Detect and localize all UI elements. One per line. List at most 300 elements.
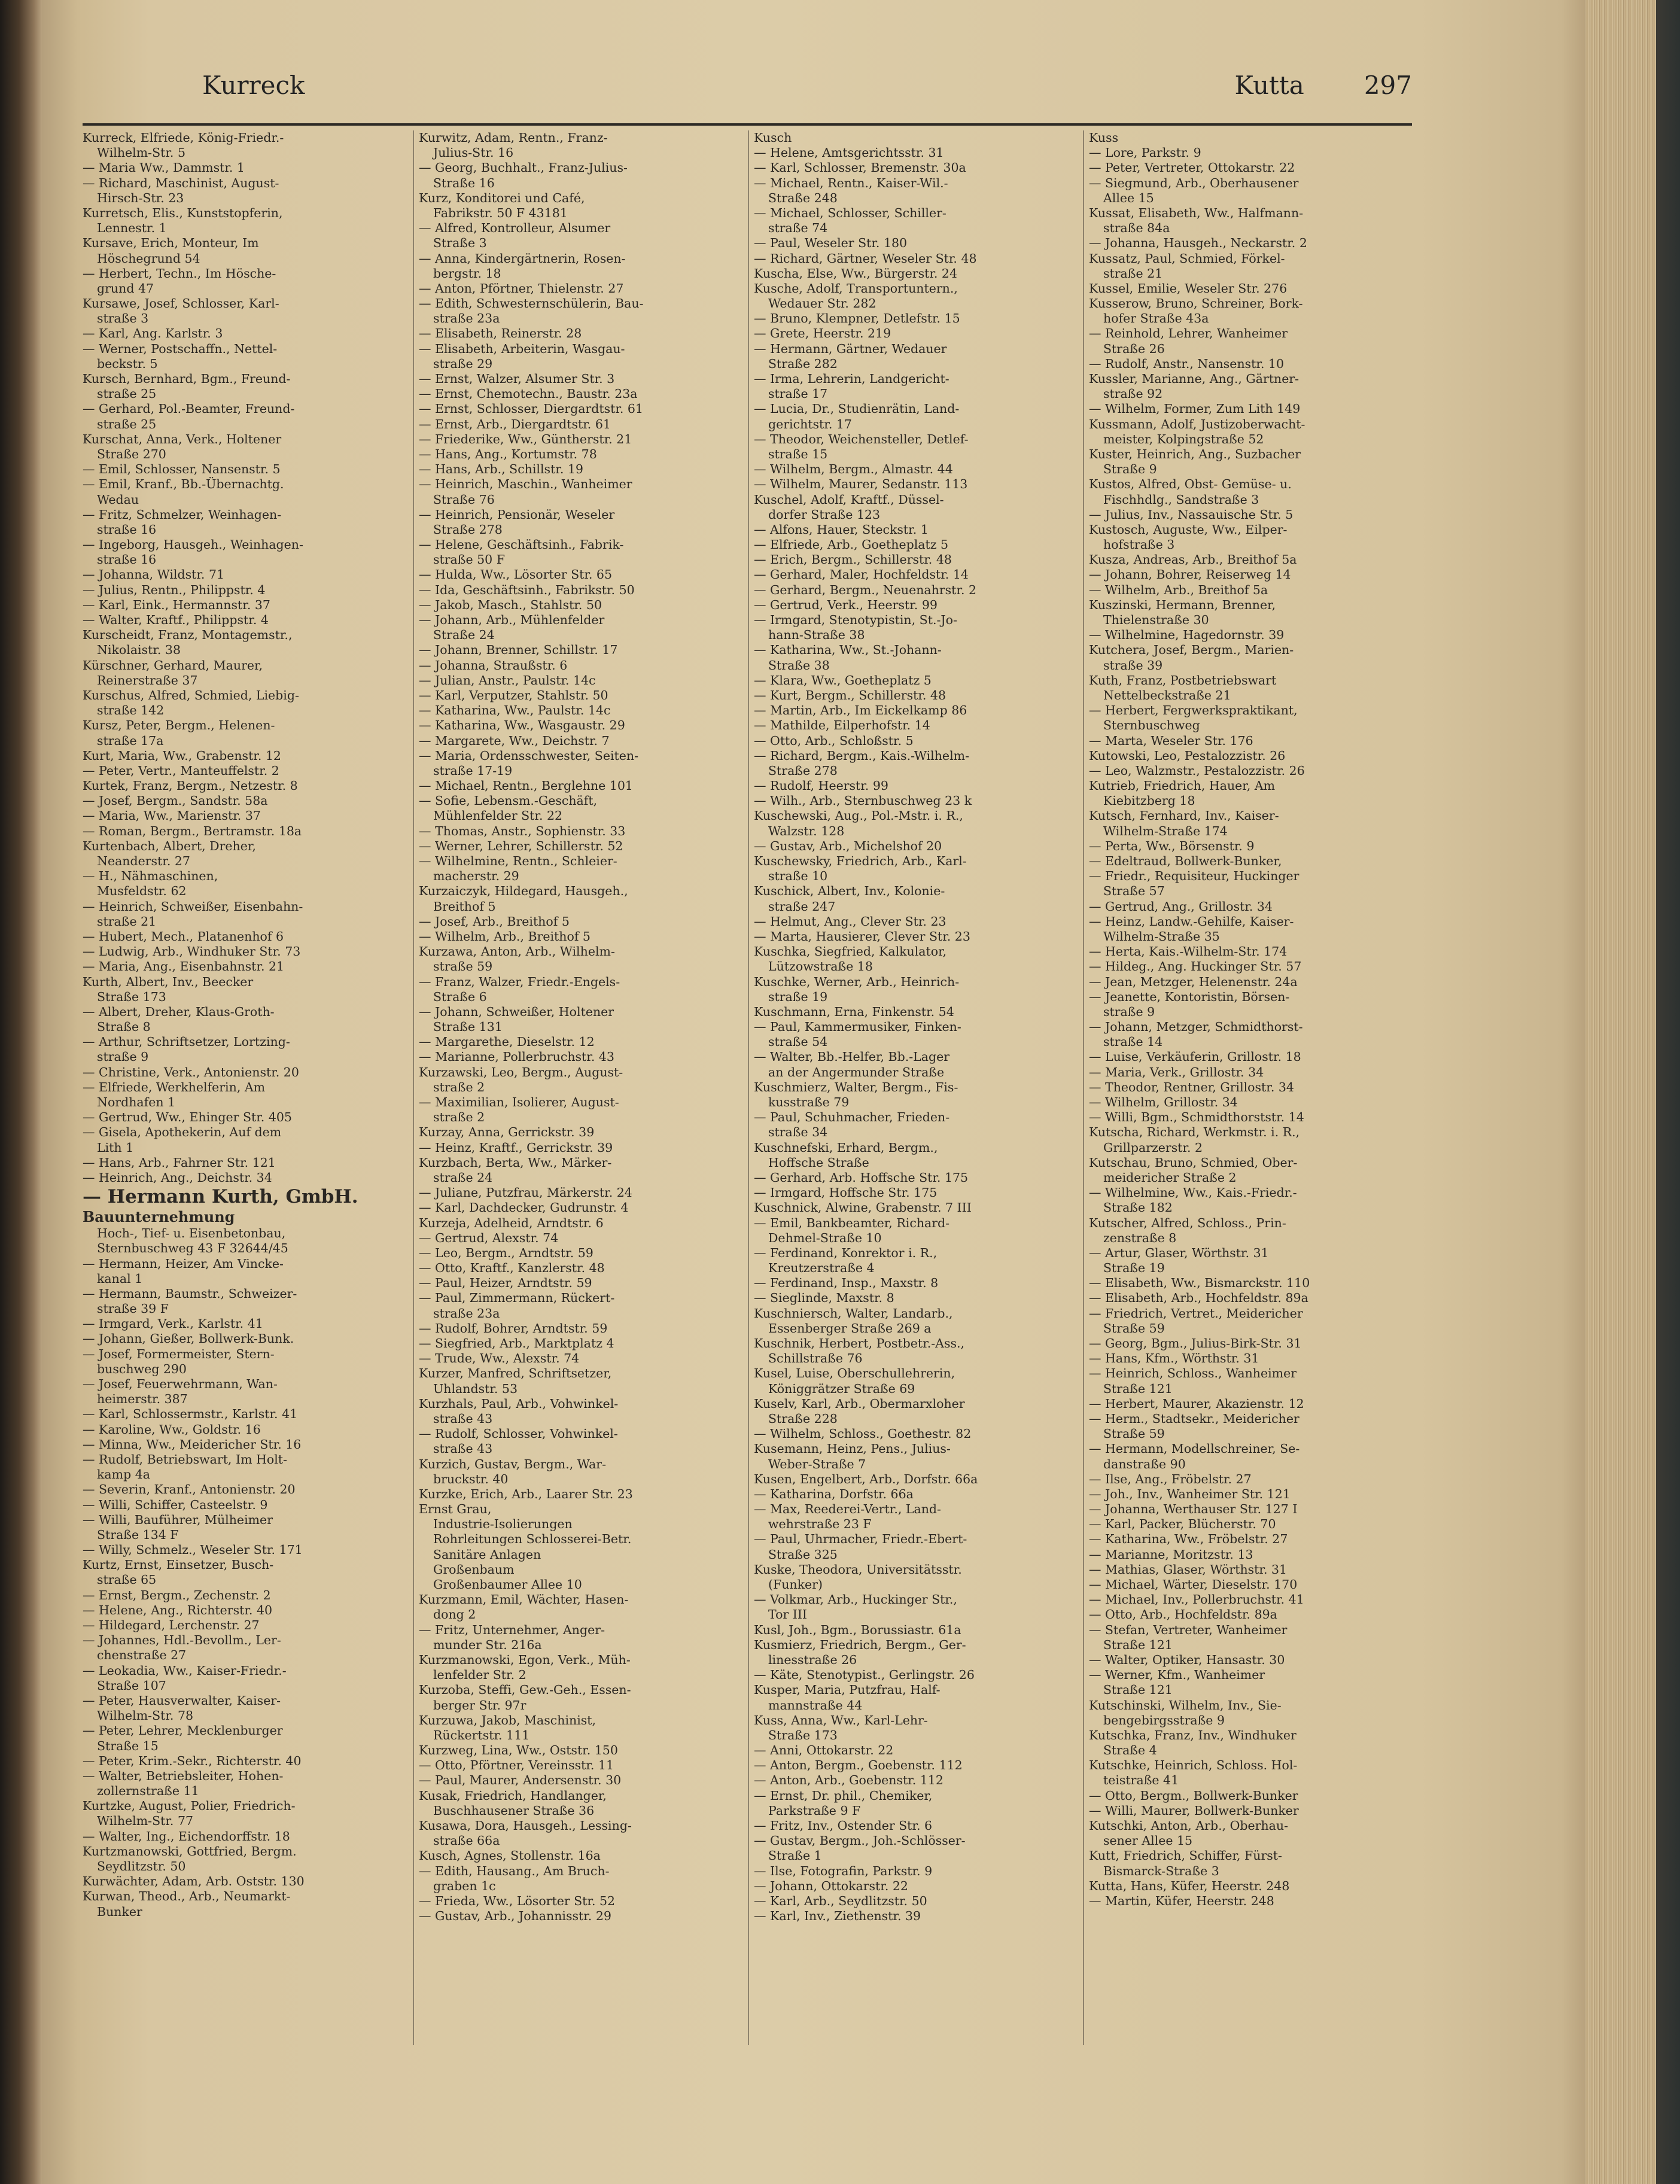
directory-entry-line: — Herm., Stadtsekr., Meidericher [1089,1411,1299,1426]
directory-entry-line: — Jeanette, Kontoristin, Börsen- [1089,989,1290,1004]
directory-entry-line: — Michael, Rentn., Kaiser-Wil.- [754,175,948,190]
directory-entry-line: — Julius, Rentn., Philippstr. 4 [83,582,266,597]
directory-entry-line: Kursave, Erich, Monteur, Im [83,236,259,251]
directory-entry-line: Kurzaiczyk, Hildegard, Hausgeh., [419,884,628,899]
book-spine [0,0,42,2184]
page-header [162,71,1412,108]
directory-entry-line: — Wilhelm, Maurer, Sedanstr. 113 [754,477,968,492]
directory-entry-line: Industrie-Isolierungen [433,1517,573,1532]
directory-entry-line: — Maria, Ww., Marienstr. 37 [83,808,261,823]
header-first-entry: Kurreck [202,71,305,100]
directory-entry-line: — Rudolf, Anstr., Nansenstr. 10 [1089,356,1285,371]
directory-entry-line: Großenbaumer Allee 10 [433,1577,582,1592]
directory-entry-line: straße 9 [97,1050,149,1064]
directory-entry-line: Straße 134 F [97,1527,179,1542]
directory-entry-line: — Johann, Metzger, Schmidthorst- [1089,1020,1303,1035]
directory-entry-line: — Walter, Bb.-Helfer, Bb.-Lager [754,1050,950,1064]
directory-entry-line: straße 2 [433,1079,485,1094]
directory-entry-line: Kusch, Agnes, Stollenstr. 16a [419,1848,601,1863]
directory-entry-line: Fischhdlg., Sandstraße 3 [1103,492,1259,507]
directory-entry-line: Nettelbeckstraße 21 [1103,688,1231,702]
directory-entry-line: — Johann, Ottokarstr. 22 [754,1878,908,1893]
directory-entry-line: Kutt, Friedrich, Schiffer, Fürst- [1089,1848,1282,1863]
directory-entry-line: Sternbuschweg 43 F 32644/45 [97,1241,288,1256]
directory-entry-line: — Edith, Hausang., Am Bruch- [419,1863,610,1878]
directory-entry-line: straße 74 [768,221,828,236]
directory-entry-line: Kurzke, Erich, Arb., Laarer Str. 23 [419,1486,633,1501]
directory-entry-line: Straße 24 [433,628,495,643]
directory-entry-line: — Elisabeth, Arb., Hochfeldstr. 89a [1089,1291,1308,1306]
directory-entry-line: Weber-Straße 7 [768,1456,866,1471]
directory-entry-line: Straße 282 [768,356,838,371]
directory-entry-line: Julius-Str. 16 [433,145,514,160]
directory-entry-line: — Hubert, Mech., Platanenhof 6 [83,929,284,944]
directory-entry-line: Kuschewski, Aug., Pol.-Mstr. i. R., [754,808,963,823]
directory-entry-line: — Gerhard, Bergm., Neuenahrstr. 2 [754,582,977,597]
directory-entry-line: Kurwächter, Adam, Arb. Oststr. 130 [83,1874,305,1889]
directory-entry-line: — Hans, Kfm., Wörthstr. 31 [1089,1351,1259,1366]
directory-entry-line: — Karl, Dachdecker, Gudrunstr. 4 [419,1200,629,1215]
directory-entry-line: — Thomas, Anstr., Sophienstr. 33 [419,823,626,838]
directory-entry-line: — Theodor, Weichensteller, Detlef- [754,431,969,446]
directory-entry-line: — Ilse, Ang., Fröbelstr. 27 [1089,1471,1252,1486]
directory-entry-line: — Rudolf, Heerstr. 99 [754,778,888,793]
directory-entry-line: — Christine, Verk., Antonienstr. 20 [83,1064,299,1079]
directory-entry-line: wehrstraße 23 F [768,1517,872,1532]
directory-entry-line: — Anton, Bergm., Goebenstr. 112 [754,1758,963,1773]
directory-entry-line: Kurzay, Anna, Gerrickstr. 39 [419,1125,595,1140]
directory-entry-line: straße 3 [97,311,149,326]
directory-entry-line: straße 50 F [433,552,505,567]
directory-entry-line: Straße 131 [433,1020,503,1035]
directory-entry-line: Kutschinski, Wilhelm, Inv., Sie- [1089,1698,1282,1712]
directory-entry-line: — Hermann, Heizer, Am Vincke- [83,1256,284,1271]
directory-entry-line: — Wilhelmine, Rentn., Schleier- [419,854,617,868]
column-3 [754,130,1080,1924]
directory-entry-line: straße 2 [433,1110,485,1125]
directory-entry-line: — Gustav, Arb., Johannisstr. 29 [419,1909,611,1924]
directory-entry-line: — Rudolf, Betriebswart, Im Holt- [83,1452,287,1467]
directory-entry-line: — Johanna, Straußstr. 6 [419,658,568,673]
directory-entry-line: Schillstraße 76 [768,1351,863,1366]
directory-entry-line: Straße 8 [97,1020,151,1035]
directory-entry-line: — Elisabeth, Reinerstr. 28 [419,326,582,341]
directory-entry-line: Kurzich, Gustav, Bergm., War- [419,1456,607,1471]
directory-entry-line: straße 15 [768,446,828,461]
directory-entry-line: — Otto, Bergm., Bollwerk-Bunker [1089,1788,1298,1803]
directory-entry-line: Kuschnik, Herbert, Postbetr.-Ass., [754,1336,965,1350]
directory-entry-line: — Paul, Schuhmacher, Frieden- [754,1110,950,1125]
directory-entry-line: — Willi, Schiffer, Casteelstr. 9 [83,1497,268,1512]
directory-entry-line: straße 43 [433,1441,493,1456]
directory-entry-line: Kusche, Adolf, Transportuntern., [754,281,958,296]
directory-entry-line: — Friederike, Ww., Güntherstr. 21 [419,431,632,446]
directory-entry-line: Bunker [97,1904,142,1919]
directory-entry-line: — Hildegard, Lerchenstr. 27 [83,1618,260,1632]
directory-entry-line: Straße 270 [97,446,166,461]
directory-entry-line: — Wilhelm, Former, Zum Lith 149 [1089,401,1301,416]
directory-entry-line: — Hulda, Ww., Lösorter Str. 65 [419,567,613,582]
directory-entry-line: — Anna, Kindergärtnerin, Rosen- [419,251,626,266]
directory-entry-line: straße 54 [768,1035,828,1050]
directory-entry-line: lenfelder Str. 2 [433,1668,526,1683]
directory-entry-line: Straße 248 [768,190,838,205]
directory-entry-line: — Leokadia, Ww., Kaiser-Friedr.- [83,1663,287,1678]
directory-entry-line: straße 247 [768,899,836,914]
directory-entry-line: — Werner, Postschaffn., Nettel- [83,341,278,356]
directory-entry-line: Musfeldstr. 62 [97,884,187,899]
directory-entry-line: — Friedr., Requisiteur, Huckinger [1089,869,1299,884]
directory-entry-line: Kurtzmanowski, Gottfried, Bergm. [83,1844,297,1858]
directory-entry-line: straße 43 [433,1411,493,1426]
directory-entry-line: Rohrleitungen Schlosserei-Betr. [433,1532,632,1547]
directory-entry-line: straße 65 [97,1572,157,1587]
directory-entry-line: Kurwitz, Adam, Rentn., Franz- [419,130,608,145]
directory-entry-line: — Wilh., Arb., Sternbuschweg 23 k [754,793,972,808]
directory-entry-line: Kuszinski, Hermann, Brenner, [1089,597,1276,612]
directory-entry-line: — Hermann Kurth, GmbH. [83,1186,358,1208]
directory-entry-line: Tor III [768,1607,808,1622]
directory-entry-line: hann-Straße 38 [768,628,865,643]
directory-entry-line: — Otto, Arb., Schloßstr. 5 [754,733,914,748]
header-last-entry: Kutta [1234,71,1304,100]
directory-entry-line: Allee 15 [1103,190,1154,205]
directory-entry-line: Walzstr. 128 [768,823,845,838]
directory-entry-line: Kurzawa, Anton, Arb., Wilhelm- [419,944,615,959]
directory-entry-line: Straße 9 [1103,462,1157,477]
directory-entry-line: Fabrikstr. 50 F 43181 [433,205,568,220]
directory-entry-line: Kusemann, Heinz, Pens., Julius- [754,1441,951,1456]
directory-entry-line: Straße 121 [1103,1683,1173,1698]
directory-entry-line: Straße 1 [768,1848,822,1863]
directory-entry-line: Kuschka, Siegfried, Kalkulator, [754,944,947,959]
directory-entry-line: Wilhelm-Str. 5 [97,145,185,160]
directory-entry-line: — Josef, Arb., Breithof 5 [419,914,570,929]
directory-entry-line: Kusen, Engelbert, Arb., Dorfstr. 66a [754,1471,978,1486]
directory-entry-line: — Siegfried, Arb., Marktplatz 4 [419,1336,614,1350]
directory-entry-line: Straße 278 [433,522,503,537]
directory-entry-line: Lith 1 [97,1140,134,1155]
directory-entry-line: — Herbert, Fergwerkspraktikant, [1089,703,1298,718]
directory-entry-line: — Maria, Ang., Eisenbahnstr. 21 [83,959,285,974]
directory-entry-line: — Käte, Stenotypist., Gerlingstr. 26 [754,1668,975,1683]
directory-entry-line: — Karl, Arb., Seydlitzstr. 50 [754,1893,927,1908]
directory-entry-line: — Albert, Dreher, Klaus-Groth- [83,1004,275,1019]
directory-entry-line: straße 16 [97,552,157,567]
directory-entry-line: — Klara, Ww., Goetheplatz 5 [754,673,932,688]
directory-entry-line: — Wilhelm, Arb., Breithof 5a [1089,582,1268,597]
directory-entry-line: — Herbert, Maurer, Akazienstr. 12 [1089,1396,1304,1411]
directory-entry-line: Kuth, Franz, Postbetriebswart [1089,673,1277,688]
directory-entry-line: — Gerhard, Maler, Hochfeldstr. 14 [754,567,969,582]
directory-entry-line: — Paul, Weseler Str. 180 [754,236,908,251]
directory-entry-line: Kusza, Andreas, Arb., Breithof 5a [1089,552,1297,567]
directory-entry-line: Straße 107 [97,1678,166,1693]
directory-entry-line: — Herbert, Techn., Im Hösche- [83,266,276,281]
directory-entry-line: — Jean, Metzger, Helenenstr. 24a [1089,974,1298,989]
directory-entry-line: — Elfriede, Werkhelferin, Am [83,1079,266,1094]
column-2 [419,130,745,1924]
directory-entry-line: — Otto, Pförtner, Vereinsstr. 11 [419,1758,614,1773]
directory-entry-line: — Ludwig, Arb., Windhuker Str. 73 [83,944,301,959]
directory-entry-line: Ernst Grau, [419,1502,492,1517]
directory-entry-line: — Josef, Feuerwehrmann, Wan- [83,1377,278,1391]
directory-entry-line: — Richard, Maschinist, August- [83,175,279,190]
directory-entry-line: — Margarethe, Dieselstr. 12 [419,1035,595,1050]
directory-entry-line: — Wilhelmine, Hagedornstr. 39 [1089,628,1285,643]
directory-entry-line: Kurschus, Alfred, Schmied, Liebig- [83,688,299,702]
directory-entry-line: Kusak, Friedrich, Handlanger, [419,1788,607,1803]
directory-entry-line: Kuss [1089,130,1119,145]
directory-entry-line: Uhlandstr. 53 [433,1381,518,1396]
directory-entry-line: — Gertrud, Verk., Heerstr. 99 [754,597,938,612]
directory-entry-line: — Richard, Gärtner, Weseler Str. 48 [754,251,977,266]
directory-entry-line: Kussmann, Adolf, Justizoberwacht- [1089,416,1305,431]
directory-entry-line: — Willi, Bgm., Schmidthorststr. 14 [1089,1110,1304,1125]
directory-entry-line: — Josef, Formermeister, Stern- [83,1346,275,1361]
directory-entry-line: — Paul, Kammermusiker, Finken- [754,1020,961,1035]
column-4 [1089,130,1415,1909]
directory-entry-line: Bauunternehmung [83,1208,235,1226]
directory-entry-line: — Johanna, Wildstr. 71 [83,567,225,582]
directory-entry-line: — Heinrich, Ang., Deichstr. 34 [83,1170,272,1185]
directory-entry-line: — Georg, Buchhalt., Franz-Julius- [419,160,628,175]
directory-entry-line: Kutscha, Richard, Werkmstr. i. R., [1089,1125,1300,1140]
directory-entry-line: — Ferdinand, Konrektor i. R., [754,1245,938,1260]
directory-entry-line: — Heinrich, Pensionär, Weseler [419,507,615,522]
directory-entry-line: — Wilhelm, Schloss., Goethestr. 82 [754,1426,972,1441]
directory-entry-line: — Marianne, Moritzstr. 13 [1089,1547,1253,1562]
directory-entry-line: Straße 6 [433,989,487,1004]
directory-entry-line: Kuschke, Werner, Arb., Heinrich- [754,974,960,989]
directory-entry-line: — Peter, Lehrer, Mecklenburger [83,1723,283,1738]
directory-entry-line: Wilhelm-Str. 78 [97,1708,194,1723]
directory-entry-line: Kuschnick, Alwine, Grabenstr. 7 III [754,1200,972,1215]
directory-entry-line: — Lucia, Dr., Studienrätin, Land- [754,401,960,416]
directory-entry-line: Kurzeja, Adelheid, Arndtstr. 6 [419,1215,604,1230]
directory-entry-line: straße 92 [1103,387,1163,401]
directory-entry-line: — Mathilde, Eilperhofstr. 14 [754,718,930,733]
directory-entry-line: Kutrieb, Friedrich, Hauer, Am [1089,778,1276,793]
directory-entry-line: Kussatz, Paul, Schmied, Förkel- [1089,251,1285,266]
directory-entry-line: Kuschniersch, Walter, Landarb., [754,1306,953,1321]
directory-entry-line: Straße 4 [1103,1743,1157,1758]
directory-entry-line: Mühlenfelder Str. 22 [433,808,563,823]
directory-entry-line: Straße 59 [1103,1321,1165,1336]
directory-entry-line: — Hermann, Gärtner, Wedauer [754,341,947,356]
directory-entry-line: — Paul, Maurer, Andersenstr. 30 [419,1773,622,1788]
directory-entry-line: Nikolaistr. 38 [97,643,181,658]
directory-entry-line: straße 23a [433,311,500,326]
directory-entry-line: — Michael, Rentn., Berglehne 101 [419,778,633,793]
directory-entry-line: Kurtz, Ernst, Einsetzer, Busch- [83,1558,274,1572]
directory-entry-line: straße 17-19 [433,763,513,778]
directory-entry-line: — Martin, Arb., Im Eickelkamp 86 [754,703,967,718]
directory-entry-line: bengebirgsstraße 9 [1103,1712,1225,1727]
directory-entry-line: (Funker) [768,1577,823,1592]
directory-entry-line: — Ernst, Dr. phil., Chemiker, [754,1788,933,1803]
directory-entry-line: Kusl, Joh., Bgm., Borussiastr. 61a [754,1622,961,1637]
directory-entry-line: — Katharina, Ww., Wasgaustr. 29 [419,718,625,733]
directory-entry-line: — Bruno, Klempner, Detlefstr. 15 [754,311,960,326]
directory-entry-line: — Irma, Lehrerin, Landgericht- [754,372,949,386]
directory-entry-line: Kutta, Hans, Küfer, Heerstr. 248 [1089,1878,1290,1893]
directory-entry-line: — Heinz, Landw.-Gehilfe, Kaiser- [1089,914,1294,929]
directory-entry-line: — Josef, Bergm., Sandstr. 58a [83,793,268,808]
directory-entry-line: — Helene, Amtsgerichtsstr. 31 [754,145,944,160]
directory-entry-line: — Severin, Kranf., Antonienstr. 20 [83,1482,296,1497]
directory-entry-line: dorfer Straße 123 [768,507,881,522]
directory-entry-line: — Peter, Hausverwalter, Kaiser- [83,1693,281,1708]
directory-entry-line: linesstraße 26 [768,1652,857,1667]
directory-entry-line: Kuschmierz, Walter, Bergm., Fis- [754,1079,958,1094]
directory-entry-line: — Hans, Ang., Kortumstr. 78 [419,446,597,461]
directory-entry-line: — Perta, Ww., Börsenstr. 9 [1089,838,1255,853]
directory-entry-line: — Ingeborg, Hausgeh., Weinhagen- [83,537,303,552]
directory-entry-line: — Elisabeth, Arbeiterin, Wasgau- [419,341,625,356]
directory-columns [83,130,1412,2045]
directory-entry-line: Kurth, Albert, Inv., Beecker [83,974,254,989]
directory-entry-line: — Paul, Zimmermann, Rückert- [419,1291,615,1306]
directory-entry-line: Kutschke, Heinrich, Schloss. Hol- [1089,1758,1298,1773]
directory-entry-line: — Johann, Arb., Mühlenfelder [419,613,605,627]
directory-entry-line: — Ernst, Chemotechn., Baustr. 23a [419,387,638,401]
directory-entry-line: straße 39 F [97,1301,169,1316]
directory-entry-line: — Sieglinde, Maxstr. 8 [754,1291,894,1306]
directory-entry-line: — Wilhelm, Arb., Breithof 5 [419,929,591,944]
directory-entry-line: — Gertrud, Alexstr. 74 [419,1230,559,1245]
directory-entry-line: — Walter, Betriebsleiter, Hohen- [83,1768,284,1783]
directory-entry-line: Straße 228 [768,1411,838,1426]
directory-entry-line: Wilhelm-Straße 35 [1103,929,1220,944]
directory-entry-line: — Franz, Walzer, Friedr.-Engels- [419,974,620,989]
directory-entry-line: Straße 19 [1103,1261,1165,1276]
directory-entry-line: Grillparzerstr. 2 [1103,1140,1203,1155]
directory-entry-line: Kussel, Emilie, Weseler Str. 276 [1089,281,1288,296]
directory-entry-line: — Karl, Inv., Ziethenstr. 39 [754,1909,921,1924]
directory-entry-line: — Marta, Hausierer, Clever Str. 23 [754,929,970,944]
directory-entry-line: — Karl, Schlosser, Bremenstr. 30a [754,160,966,175]
directory-entry-line: zollernstraße 11 [97,1784,199,1799]
directory-entry-line: Kuscha, Else, Ww., Bürgerstr. 24 [754,266,958,281]
directory-entry-line: — Ida, Geschäftsinh., Fabrikstr. 50 [419,582,635,597]
directory-entry-line: Straße 121 [1103,1381,1173,1396]
directory-entry-line: — Emil, Kranf., Bb.-Übernachtg. [83,477,284,492]
directory-entry-line: straße 39 [1103,658,1163,673]
directory-entry-line: — Maria, Ordensschwester, Seiten- [419,748,639,763]
directory-entry-line: — Heinz, Kraftf., Gerrickstr. 39 [419,1140,613,1155]
directory-entry-line: — Gustav, Arb., Michelshof 20 [754,838,942,853]
directory-entry-line: — Michael, Schlosser, Schiller- [754,205,946,220]
directory-entry-line: teistraße 41 [1103,1773,1179,1788]
directory-entry-line: — Gertrud, Ang., Grillostr. 34 [1089,899,1273,914]
directory-entry-line: straße 9 [1103,1004,1155,1019]
directory-entry-line: Kuske, Theodora, Universitätsstr. [754,1562,962,1577]
directory-entry-line: Kustosch, Auguste, Ww., Eilper- [1089,522,1288,537]
directory-entry-line: kamp 4a [97,1467,150,1482]
directory-entry-line: Straße 26 [1103,341,1165,356]
directory-entry-line: Straße 182 [1103,1200,1173,1215]
directory-entry-line: — Katharina, Ww., Paulstr. 14c [419,703,611,718]
directory-entry-line: — Elisabeth, Ww., Bismarckstr. 110 [1089,1276,1310,1291]
directory-entry-line: beckstr. 5 [97,356,158,371]
directory-entry-line: Kuster, Heinrich, Ang., Suzbacher [1089,446,1301,461]
directory-entry-line: straße 21 [1103,266,1163,281]
directory-entry-line: Großenbaum [433,1562,515,1577]
directory-entry-line: Kutschki, Anton, Arb., Oberhau- [1089,1818,1289,1833]
directory-entry-line: Straße 121 [1103,1637,1173,1652]
directory-entry-line: Kurretsch, Elis., Kunststopferin, [83,205,283,220]
directory-entry-line: Kurtek, Franz, Bergm., Netzestr. 8 [83,778,298,793]
directory-entry-line: Straße 173 [768,1727,838,1742]
header-rule [83,123,1412,126]
directory-entry-line: — Alfred, Kontrolleur, Alsumer [419,221,611,236]
directory-entry-line: Kursch, Bernhard, Bgm., Freund- [83,372,291,386]
directory-entry-line: — Julian, Anstr., Paulstr. 14c [419,673,596,688]
directory-entry-line: chenstraße 27 [97,1648,187,1663]
directory-entry-line: — Edeltraud, Bollwerk-Bunker, [1089,854,1282,868]
directory-entry-line: bruckstr. 40 [433,1471,509,1486]
header-last-entry-and-page [1235,71,1412,100]
directory-entry-line: — Siegmund, Arb., Oberhausener [1089,175,1299,190]
directory-entry-line: Kusawa, Dora, Hausgeh., Lessing- [419,1818,632,1833]
directory-entry-line: — Lore, Parkstr. 9 [1089,145,1201,160]
directory-entry-line: — Emil, Schlosser, Nansenstr. 5 [83,462,281,477]
directory-entry-line: Kurwan, Theod., Arb., Neumarkt- [83,1889,291,1904]
directory-entry-line: Kutchera, Josef, Bergm., Marien- [1089,643,1294,658]
directory-entry-line: grund 47 [97,281,154,296]
directory-entry-line: straße 14 [1103,1035,1163,1050]
directory-entry-line: — Jakob, Masch., Stahlstr. 50 [419,597,602,612]
directory-entry-line: — Helene, Ang., Richterstr. 40 [83,1602,273,1617]
directory-entry-line: Wedauer Str. 282 [768,296,876,311]
directory-entry-line: — Johann, Bohrer, Reiserweg 14 [1089,567,1291,582]
directory-entry-line: dong 2 [433,1607,476,1622]
directory-entry-line: — Rudolf, Schlosser, Vohwinkel- [419,1426,618,1441]
directory-entry-line: — Herta, Kais.-Wilhelm-Str. 174 [1089,944,1288,959]
directory-entry-line: Kusserow, Bruno, Schreiner, Bork- [1089,296,1303,311]
directory-entry-line: — Willy, Schmelz., Weseler Str. 171 [83,1543,303,1558]
directory-entry-line: Straße 325 [768,1547,838,1562]
directory-entry-line: Kurzoba, Steffi, Gew.-Geh., Essen- [419,1683,631,1698]
directory-entry-line: — Irmgard, Verk., Karlstr. 41 [83,1316,263,1331]
directory-entry-line: hofstraße 3 [1103,537,1175,552]
directory-entry-line: — Gerhard, Arb. Hoffsche Str. 175 [754,1170,969,1185]
directory-entry-line: — Michael, Wärter, Dieselstr. 170 [1089,1577,1298,1592]
directory-entry-line: Königgrätzer Straße 69 [768,1381,915,1396]
directory-entry-line: — Ernst, Arb., Diergardtstr. 61 [419,416,611,431]
directory-entry-line: Kustos, Alfred, Obst- Gemüse- u. [1089,477,1292,492]
directory-entry-line: — Julius, Inv., Nassauische Str. 5 [1089,507,1294,522]
directory-entry-line: — Edith, Schwesternschülerin, Bau- [419,296,644,311]
directory-entry-line: Straße 3 [433,236,487,251]
directory-entry-line: — Otto, Arb., Hochfeldstr. 89a [1089,1607,1277,1622]
directory-entry-line: Kusper, Maria, Putzfrau, Half- [754,1683,941,1698]
directory-entry-line: Wedau [97,492,139,507]
directory-entry-line: — Peter, Vertreter, Ottokarstr. 22 [1089,160,1295,175]
directory-entry-line: — Irmgard, Hoffsche Str. 175 [754,1185,938,1200]
directory-entry-line: — Peter, Krim.-Sekr., Richterstr. 40 [83,1753,302,1768]
page-edges [1585,0,1680,2184]
directory-entry-line: — Johanna, Werthauser Str. 127 I [1089,1502,1298,1517]
directory-entry-line: Kussler, Marianne, Ang., Gärtner- [1089,372,1299,386]
directory-entry-line: — Ernst, Schlosser, Diergardtstr. 61 [419,401,644,416]
directory-entry-line: — Heinrich, Schloss., Wanheimer [1089,1366,1297,1381]
directory-entry-line: — Leo, Walzmstr., Pestalozzistr. 26 [1089,763,1305,778]
directory-entry-line: Kreutzerstraße 4 [768,1261,875,1276]
directory-entry-line: Breithof 5 [433,899,496,914]
directory-entry-line: buschweg 290 [97,1361,187,1376]
